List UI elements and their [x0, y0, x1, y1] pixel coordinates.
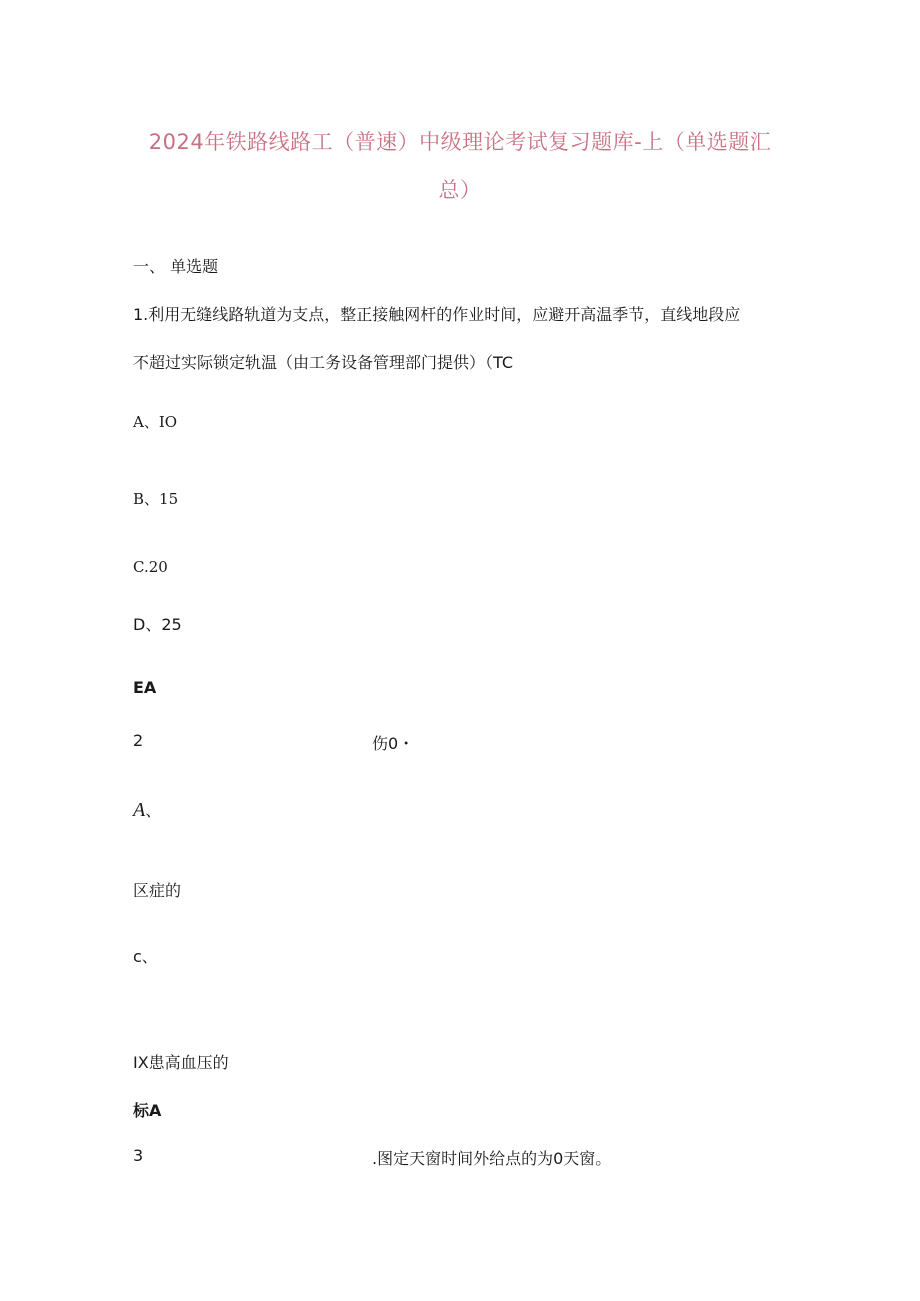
question-1-option-b: B、15	[133, 490, 179, 508]
question-2-number: 2	[133, 731, 144, 750]
option-a-separator: 、	[145, 801, 162, 820]
question-1-answer: EA	[133, 678, 157, 697]
question-1-line1: 1.利用无缝线路轨道为支点，整正接触网杆的作业时间，应避开高温季节，直线地段应	[133, 305, 741, 324]
document-title-line1: 2024年铁路线路工（普速）中级理论考试复习题库-上（单选题汇	[148, 130, 772, 154]
question-1-option-d: D、25	[133, 615, 182, 634]
question-2-option-a	[133, 798, 161, 822]
question-2-option-d-text: IX患高血压的	[133, 1053, 229, 1072]
section-heading: 一、 单选题	[133, 257, 219, 276]
question-1-line2: 不超过实际锁定轨温（由工务设备管理部门提供）（TC	[133, 353, 514, 372]
question-2-text: 伤0・	[372, 734, 415, 753]
question-1-option-a: A、IO	[133, 413, 178, 431]
option-a-letter: A	[133, 799, 146, 821]
question-1-option-c: C.20	[133, 558, 168, 576]
question-2-option-b-text: 区症的	[133, 881, 182, 900]
document-title-line2: 总）	[438, 178, 482, 202]
question-2-answer: 标A	[133, 1101, 162, 1120]
question-3-text: .图定天窗时间外给点的为0天窗。	[372, 1149, 612, 1168]
question-3-number: 3	[133, 1146, 144, 1165]
question-2-option-c: c、	[133, 947, 158, 966]
